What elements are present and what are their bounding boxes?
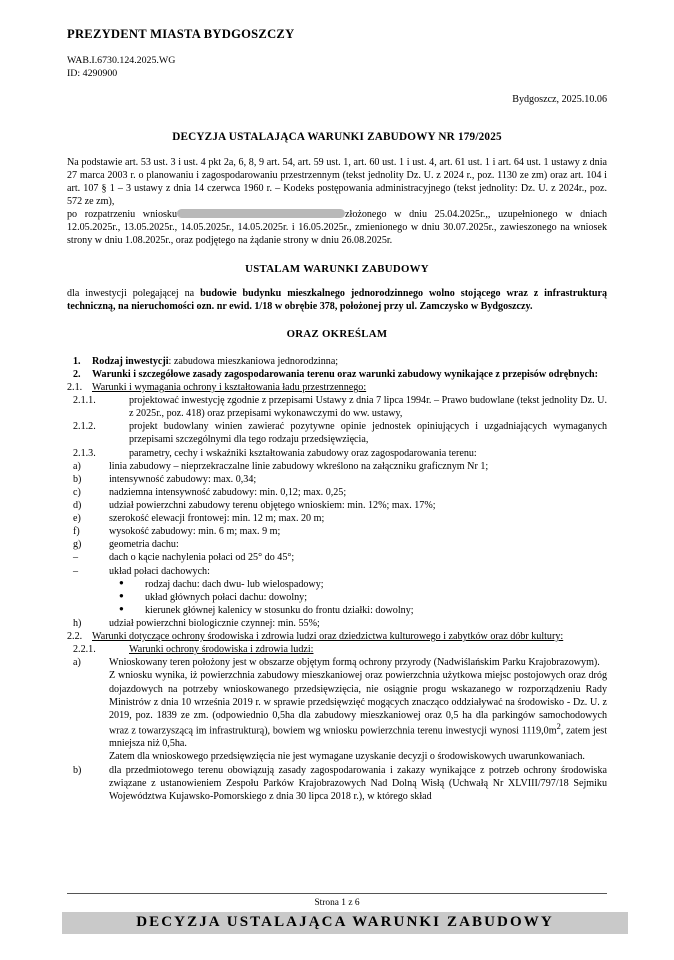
param-c <box>67 486 607 499</box>
application-prefix: po rozpatrzeniu wniosku <box>67 209 178 221</box>
env-item-a <box>67 656 607 763</box>
redacted-applicant-name <box>177 209 345 218</box>
param-b-text: intensywność zabudowy: max. 0,34; <box>109 473 257 485</box>
reference-number: WAB.I.6730.124.2025.WG <box>67 55 176 67</box>
param-g <box>67 538 607 551</box>
dash-marker: – <box>73 552 79 564</box>
param-d-text: udział powierzchni zabudowy terenu objętego wnioskiem: min. 12%; max. 17%; <box>109 500 436 512</box>
bullet-marker-icon: ● <box>119 577 124 587</box>
section-2-1-2-number: 2.1.2. <box>73 421 96 433</box>
section-2-2-text: Warunki dotyczące ochrony środowiska i zdrowia ludzi oraz dziedzictwa kulturowego i zabytków oraz dóbr kultury: <box>92 631 564 643</box>
investment-lead: dla inwestycji polegającej na <box>67 287 201 299</box>
item-1-text: : zabudowa mieszkaniowa jednorodzinna; <box>168 355 339 367</box>
param-e <box>67 512 607 525</box>
section-2-1-3-text: parametry, cechy i wskaźniki kształtowania zabudowy oraz zagospodarowania terenu: <box>129 447 477 459</box>
dash-item-roof-layout <box>67 565 607 578</box>
section-2-1-2-text: projekt budowlany winien zawierać pozytywne opinie jednostek opiniujących i uzgadniających wymaganych przepisami szczególnymi dla tego rodzaju przedsięwzięcia, <box>129 421 607 446</box>
investment-description: budowie budynku mieszkalnego jednorodzinnego wolno stojącego wraz z infrastrukturą techniczną, na nieruchomości ozn. nr ewid. 1/18 w obrębie 378, położonej przy ul. Zamczysko w Bydgoszczy. <box>67 287 607 312</box>
env-item-b <box>67 764 607 803</box>
bullet-marker-icon: ● <box>119 590 124 600</box>
env-item-b-text: dla przedmiotowego terenu obowiązują zasady zagospodarowania i zakazy wynikające z potrzeb ochrony środowiska związane z ustanowieniem Zespołu Parków Krajobrazowych Nad Dolną Wisłą (Uchwałą Nr XLVIII/797/18 Sejmiku Województwa Kujawsko-Pomorskiego z dnia 30 lipca 2018 r.), w którego skład <box>109 764 607 802</box>
application-paragraph <box>67 208 607 247</box>
env-item-a-paragraph-2 <box>109 669 607 750</box>
dash-marker: – <box>73 565 79 577</box>
document-id: ID: 4290900 <box>67 68 118 80</box>
bullet-ridge-direction-text: kierunek głównej kalenicy w stosunku do frontu działki: dowolny; <box>145 604 414 616</box>
env-a-p2-tail: , zatem jest mniejsza niż 0,5ha. <box>109 725 607 750</box>
section-2-2 <box>67 630 607 643</box>
param-b <box>67 473 607 486</box>
section-2-1-1 <box>67 394 607 420</box>
bullet-marker-icon: ● <box>119 603 124 613</box>
bullet-ridge-direction <box>67 604 607 617</box>
param-f <box>67 525 607 538</box>
heading-ustalam: USTALAM WARUNKI ZABUDOWY <box>245 262 429 275</box>
param-h-text: udział powierzchni biologicznie czynnej: min. 55%; <box>109 618 320 630</box>
item-2-text: Warunki i szczegółowe zasady zagospodarowania terenu oraz warunki zabudowy wynikające z przepisów odrębnych: <box>92 368 598 380</box>
section-2-1-text: Warunki i wymagania ochrony i kształtowania ładu przestrzennego: <box>92 382 367 394</box>
investment-paragraph <box>67 287 607 313</box>
dash-item-roof-angle-text: dach o kącie nachylenia połaci od 25° do 45°; <box>109 552 295 564</box>
footer-divider <box>67 893 607 894</box>
param-f-text: wysokość zabudowy: min. 6 m; max. 9 m; <box>109 526 281 538</box>
page-number: Strona 1 z 6 <box>314 897 360 908</box>
param-g-letter: g) <box>73 539 82 551</box>
item-1-number: 1. <box>73 355 81 367</box>
param-e-text: szerokość elewacji frontowej: min. 12 m; max. 20 m; <box>109 513 325 525</box>
section-2-1-3-number: 2.1.3. <box>73 447 96 459</box>
section-2-1-2 <box>67 420 607 446</box>
param-e-letter: e) <box>73 513 81 525</box>
heading-oraz-okreslam: ORAZ OKREŚLAM <box>286 327 388 340</box>
section-2-1-number: 2.1. <box>67 382 83 394</box>
section-2-2-1-number: 2.2.1. <box>73 644 96 656</box>
param-f-letter: f) <box>73 526 80 538</box>
bullet-roof-slope-layout <box>67 591 607 604</box>
env-a-p2-main: Z wniosku wynika, iż powierzchnia zabudowy mieszkaniowej oraz powierzchnia użytkowa miejsc postojowych oraz dróg dojazdowych na potrzeby wnioskowanego przedsięwzięcia, nie osiągnie progu wskazanego w rozporządzeniu Rady Ministrów z dnia 10 września 2019 r. w sprawie przedsięwzięć mogących znacząco oddziaływać na środowisko - Dz. U. z 2019, poz. 1839 ze zm. (odpowiednio 0,5ha dla zabudowy mieszkaniowej oraz 0,5 ha dla parkingów samochodowych wraz z towarzyszącą im infrastrukturą), bowiem wg wniosku powierzchnia terenu inwestycji wynosi 1119,0m <box>109 670 607 737</box>
conditions-list <box>67 355 607 803</box>
dash-item-roof-layout-text: układ połaci dachowych: <box>109 565 210 577</box>
section-2-1-1-number: 2.1.1. <box>73 395 96 407</box>
bullet-roof-type <box>67 578 607 591</box>
param-d-letter: d) <box>73 500 82 512</box>
section-2-1-1-text: projektować inwestycję zgodnie z przepisami Ustawy z dnia 7 lipca 1994r. – Prawo budowlane (tekst jednolity Dz. U. z 2025r., poz. 418) oraz przepisami wykonawczymi do ww. ustawy, <box>129 395 607 420</box>
item-2-number: 2. <box>73 368 81 380</box>
env-a-p2-superscript: 2 <box>556 721 561 731</box>
list-item-2 <box>67 368 607 381</box>
param-b-letter: b) <box>73 473 82 485</box>
param-a-text: linia zabudowy – nieprzekraczalne linie zabudowy wkreślono na załączniku graficznym Nr 1; <box>109 460 489 472</box>
section-2-1 <box>67 381 607 394</box>
bullet-roof-type-text: rodzaj dachu: dach dwu- lub wielospadowy; <box>145 578 324 590</box>
section-2-1-3 <box>67 447 607 460</box>
env-item-a-letter: a) <box>73 657 81 669</box>
bullet-roof-slope-layout-text: układ głównych połaci dachu: dowolny; <box>145 591 308 603</box>
env-item-a-paragraph-3: Zatem dla wnioskowego przedsięwzięcia nie jest wymagane uzyskanie decyzji o środowiskowych uwarunkowaniach. <box>109 751 585 763</box>
office-title: PREZYDENT MIASTA BYDGOSZCZY <box>67 27 295 41</box>
param-a <box>67 460 607 473</box>
place-and-date: Bydgoszcz, 2025.10.06 <box>512 94 607 106</box>
footer-banner: DECYZJA USTALAJĄCA WARUNKI ZABUDOWY <box>62 912 628 935</box>
param-g-text: geometria dachu: <box>109 539 179 551</box>
decision-title: DECYZJA USTALAJĄCA WARUNKI ZABUDOWY NR 179/2025 <box>172 131 502 144</box>
dash-item-roof-angle <box>67 551 607 564</box>
env-item-b-letter: b) <box>73 764 82 776</box>
section-2-2-1-text: Warunki ochrony środowiska i zdrowia ludzi: <box>129 644 314 656</box>
param-d <box>67 499 607 512</box>
param-h-letter: h) <box>73 618 82 630</box>
section-2-2-1 <box>67 643 607 656</box>
param-c-letter: c) <box>73 486 81 498</box>
legal-basis-paragraph: Na podstawie art. 53 ust. 3 i ust. 4 pkt 2a, 6, 8, 9 art. 54, art. 59 ust. 1, art. 60 ust. 1 i ust. 4, art. 61 ust. 1 i art. 64 ust. 1 ustawy z dnia 27 marca 2003 r. o planowaniu i zagospodarowaniu przestrzennym (tekst jednolity Dz. U. z 2024 r., poz. 1130 ze zm) oraz art. 104 i art. 107 § 1 – 3 ustawy z dnia 14 czerwca 1960 r. – Kodeks postępowania administracyjnego (tekst jednolity: Dz. U. z 2024r., poz. 572 ze zm), <box>67 156 607 208</box>
list-item-1 <box>67 355 607 368</box>
param-a-letter: a) <box>73 460 81 472</box>
param-h <box>67 617 607 630</box>
item-1-label: Rodzaj inwestycji <box>92 355 169 367</box>
param-c-text: nadziemna intensywność zabudowy: min. 0,12; max. 0,25; <box>109 486 347 498</box>
env-item-a-paragraph-1: Wnioskowany teren położony jest w obszarze objętym formą ochrony przyrody (Nadwiślańskim Parku Krajobrazowym). <box>109 657 600 669</box>
application-suffix: złożonego w dniu 25.04.2025r.,, uzupełnionego w dniach 12.05.2025r., 13.05.2025r., 14.05.2025r., 14.05.2025r. i 16.05.2025r., zmienionego w dniu 30.07.2025r., zawieszonego na wniosek strony w dniu 1.08.2025r., oraz podjętego na żądanie strony w dniu 26.08.2025r. <box>67 209 607 247</box>
section-2-2-number: 2.2. <box>67 631 83 643</box>
